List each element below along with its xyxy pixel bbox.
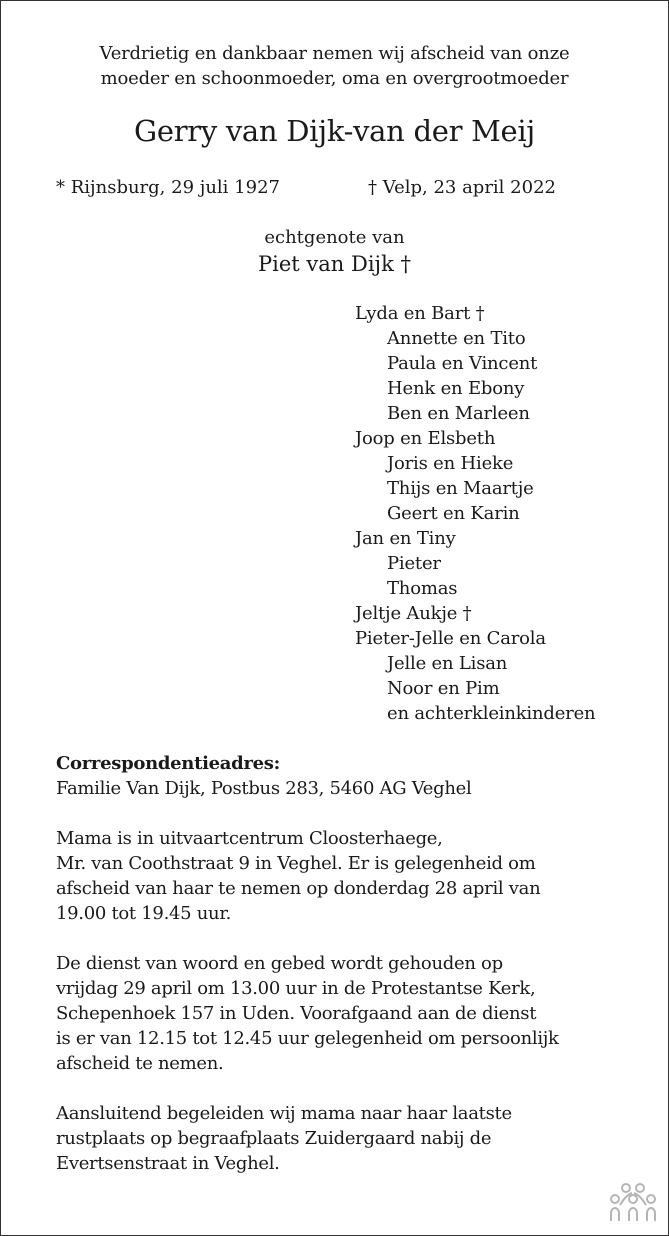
service-paragraph <box>56 951 646 1076</box>
paragraph-line: afscheid van haar te nemen op donderdag 28 april van <box>56 878 541 899</box>
grandchild-entry: Henk en Ebony <box>387 378 525 399</box>
correspondence-address: Familie Van Dijk, Postbus 283, 5460 AG Veghel <box>56 778 472 799</box>
grandchild-entry: Thomas <box>387 578 458 599</box>
grandchild-entry: Pieter <box>387 553 441 574</box>
intro-text <box>1 41 668 91</box>
paragraph-line: Evertsenstraat in Veghel. <box>56 1153 280 1174</box>
grandchild-entry: en achterkleinkinderen <box>387 703 596 724</box>
burial-paragraph <box>56 1101 646 1176</box>
paragraph-line: is er van 12.15 tot 12.45 uur gelegenheid om persoonlijk <box>56 1028 559 1049</box>
child-entry: Pieter-Jelle en Carola <box>355 628 546 649</box>
child-entry: Jan en Tiny <box>355 528 456 549</box>
child-entry: Lyda en Bart † <box>355 303 485 324</box>
grandchild-entry: Noor en Pim <box>387 678 500 699</box>
birth-info: * Rijnsburg, 29 juli 1927 <box>56 177 280 198</box>
correspondence-title: Correspondentieadres: <box>56 753 280 774</box>
paragraph-line: 19.00 tot 19.45 uur. <box>56 903 232 924</box>
viewing-paragraph <box>56 826 646 926</box>
paragraph-line: Mr. van Coothstraat 9 in Veghel. Er is gelegenheid om <box>56 853 536 874</box>
paragraph-line: De dienst van woord en gebed wordt gehouden op <box>56 953 503 974</box>
paragraph-line: Aansluitend begeleiden wij mama naar haar laatste <box>56 1103 512 1124</box>
family-list <box>355 301 595 726</box>
paragraph-line: vrijdag 29 april om 13.00 uur in de Protestantse Kerk, <box>56 978 536 999</box>
paragraph-line: Mama is in uitvaartcentrum Cloosterhaege, <box>56 828 443 849</box>
grandchild-entry: Paula en Vincent <box>387 353 538 374</box>
grandchild-entry: Thijs en Maartje <box>387 478 534 499</box>
spouse-name: Piet van Dijk † <box>258 252 411 276</box>
paragraph-line: Schepenhoek 157 in Uden. Voorafgaand aan de dienst <box>56 1003 537 1024</box>
death-info: † Velp, 23 april 2022 <box>368 177 556 198</box>
grandchild-entry: Ben en Marleen <box>387 403 530 424</box>
grandchild-entry: Annette en Tito <box>387 328 526 349</box>
grandchild-entry: Geert en Karin <box>387 503 520 524</box>
paragraph-line: afscheid te nemen. <box>56 1053 224 1074</box>
intro-line: moeder en schoonmoeder, oma en overgrootmoeder <box>100 68 569 89</box>
correspondence-block <box>56 751 646 801</box>
people-group-icon <box>609 1181 657 1223</box>
child-entry: Joop en Elsbeth <box>355 428 496 449</box>
spouse-label: echtgenote van <box>264 227 405 248</box>
intro-line: Verdrietig en dankbaar nemen wij afscheid van onze <box>99 43 570 64</box>
paragraph-line: rustplaats op begraafplaats Zuidergaard nabij de <box>56 1128 492 1149</box>
deceased-name: Gerry van Dijk-van der Meij <box>133 114 535 148</box>
child-entry: Jeltje Aukje † <box>355 603 472 624</box>
grandchild-entry: Joris en Hieke <box>387 453 514 474</box>
grandchild-entry: Jelle en Lisan <box>387 653 508 674</box>
